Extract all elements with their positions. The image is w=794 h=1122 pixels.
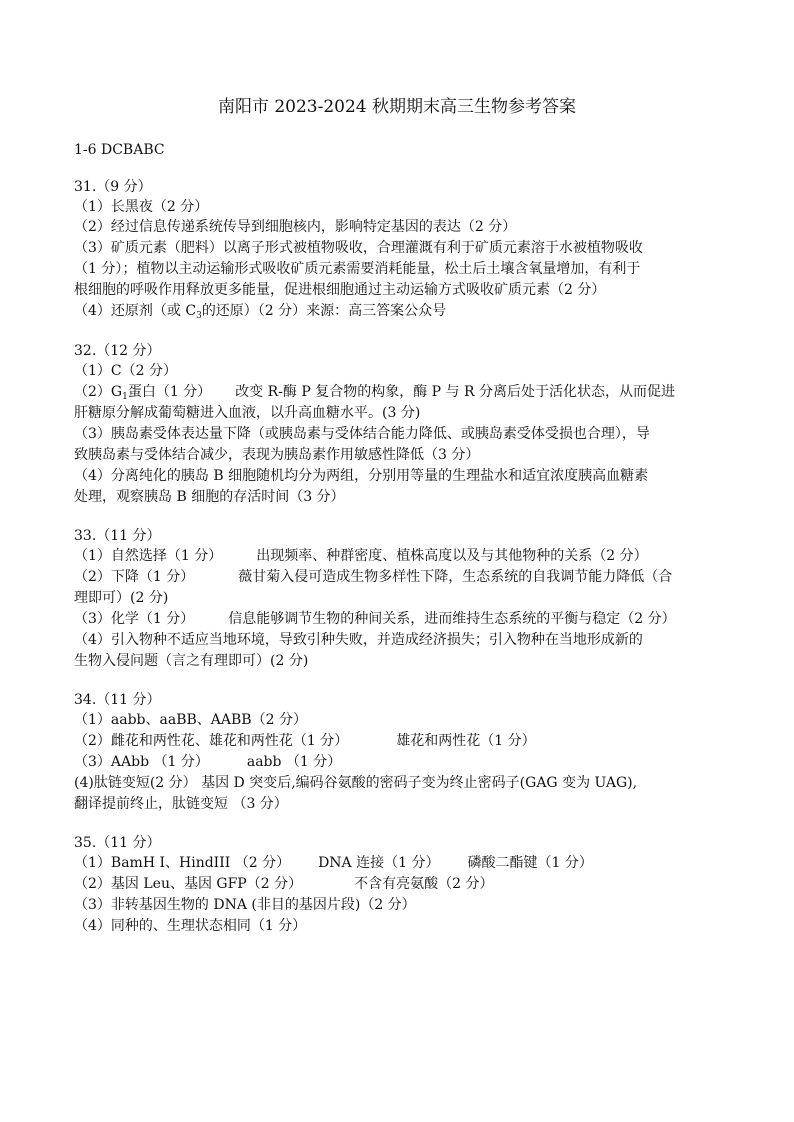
q31-answer-3-cont2: 根细胞的呼吸作用释放更多能量，促进根细胞通过主动运输方式吸收矿质元素（2 分）: [74, 282, 606, 298]
q31-answer-1: （1）长黑夜（2 分）: [74, 199, 209, 215]
q34-answer-1: （1）aabb、aaBB、AABB（2 分）: [74, 712, 307, 728]
q34-answer-4-cont: 翻译提前终止，肽链变短 （3 分）: [74, 796, 288, 812]
q34-answer-2-part-a: （2）雌花和两性花、雄花和两性花（1 分）: [74, 733, 349, 749]
q34-heading: 34.（11 分）: [74, 692, 161, 708]
q32-answer-3-cont: 致胰岛素与受体结合减少，表现为胰岛素作用敏感性降低（3 分）: [74, 447, 480, 463]
q31-answer-4: [74, 301, 446, 321]
q35-heading: 35.（11 分）: [74, 835, 161, 851]
q34-answer-3-part-a: （3）AAbb （1 分）: [74, 754, 209, 770]
q33-answer-3-part-a: （3）化学（1 分）: [74, 611, 195, 627]
q31-heading: 31.（9 分）: [74, 179, 152, 195]
q33-answer-4-cont: 生物入侵问题（言之有理即可）(2 分): [74, 653, 309, 669]
q32-answer-4: （4）分离纯化的胰岛 B 细胞随机均分为两组，分别用等量的生理盐水和适宜浓度胰高血糖素: [74, 468, 649, 484]
q35-answer-2: [74, 874, 493, 894]
q33-answer-2-part-b: 薇甘菊入侵可造成生物多样性下降，生态系统的自我调节能力降低（合: [238, 569, 673, 585]
q31-answer-3: （3）矿质元素（肥料）以离子形式被植物吸收，合理灌溉有利于矿质元素溶于水被植物吸收: [74, 240, 643, 256]
q31-answer-4-subscript: 3: [196, 311, 202, 321]
q33-answer-4: （4）引入物种不适应当地环境，导致引种失败，并造成经济损失；引入物种在当地形成新的: [74, 632, 643, 648]
q35-answer-1: [74, 853, 593, 873]
q35-answer-2-part-a: （2）基因 Leu、基因 GFP（2 分）: [74, 876, 303, 892]
q35-answer-3: （3）非转基因生物的 DNA (非目的基因片段)（2 分）: [74, 897, 416, 913]
q35-answer-4: （4）同种的、生理状态相同（1 分）: [74, 918, 307, 934]
page-title: 南阳市 2023-2024 秋期期末高三生物参考答案: [217, 97, 577, 117]
q33-answer-1-part-b: 出现频率、种群密度、植株高度以及与其他物种的关系（2 分）: [256, 548, 648, 564]
q31-answer-4-text: （4）还原剂（或 C: [74, 303, 197, 319]
q33-answer-2: [74, 567, 672, 587]
q32-answer-2-subscript: 1: [122, 392, 128, 402]
q32-answer-2-cont: 肝糖原分解成葡萄糖进入血液，以升高血糖水平。(3 分): [74, 405, 421, 421]
q31-answer-3-cont: （1 分）；植物以主动运输形式吸收矿质元素需要消耗能量，松土后土壤含氧量增加，有利于: [74, 261, 641, 277]
q33-answer-2-part-a: （2）下降（1 分）: [74, 569, 195, 585]
q34-answer-2: [74, 731, 536, 751]
q32-answer-2-protein: 蛋白（1 分）: [127, 384, 212, 400]
q32-answer-2: [74, 382, 675, 402]
q32-answer-3: （3）胰岛素受体表达量下降（或胰岛素与受体结合能力降低、或胰岛素受体受损也合理），导: [74, 426, 650, 442]
q33-answer-1: [74, 546, 648, 566]
multiple-choice-answers: 1-6 DCBABC: [74, 142, 165, 158]
q33-answer-3-part-b: 信息能够调节生物的种间关系，进而维持生态系统的平衡与稳定（2 分）: [228, 611, 676, 627]
q33-answer-3: [74, 609, 676, 629]
q34-answer-4: (4)肽链变短(2 分） 基因 D 突变后,编码谷氨酸的密码子变为终止密码子(GAG 变为 UAG),: [74, 775, 638, 791]
q31-answer-4-text-rest: 的还原）（2 分）来源：高三答案公众号: [201, 303, 447, 319]
q32-answer-1: （1）C（2 分）: [74, 363, 177, 379]
q33-answer-1-part-a: （1）自然选择（1 分）: [74, 548, 223, 564]
q32-answer-2-explanation: 改变 R-酶 P 复合物的构象，酶 P 与 R 分离后处于活化状态，从而促进: [235, 384, 675, 400]
q33-heading: 33.（11 分）: [74, 528, 161, 544]
q35-answer-1-part-c: 磷酸二酯键（1 分）: [467, 855, 593, 871]
q35-answer-2-part-b: 不含有亮氨酸（2 分）: [354, 876, 494, 892]
q32-heading: 32.（12 分）: [74, 343, 161, 359]
q34-answer-2-part-b: 雄花和两性花（1 分）: [396, 733, 536, 749]
q33-answer-2-cont: 理即可）(2 分): [74, 590, 169, 606]
q35-answer-1-part-b: DNA 连接（1 分）: [318, 855, 440, 871]
q34-answer-3-part-b: aabb （1 分）: [246, 754, 342, 770]
q31-answer-2: （2）经过信息传递系统传导到细胞核内，影响特定基因的表达（2 分）: [74, 219, 517, 235]
q34-answer-3: [74, 752, 341, 772]
q32-answer-4-cont: 处理，观察胰岛 B 细胞的存活时间（3 分）: [74, 489, 345, 505]
q35-answer-1-part-a: （1）BamH I、HindIII （2 分）: [74, 855, 291, 871]
q32-answer-2-text: （2）G: [74, 384, 123, 400]
